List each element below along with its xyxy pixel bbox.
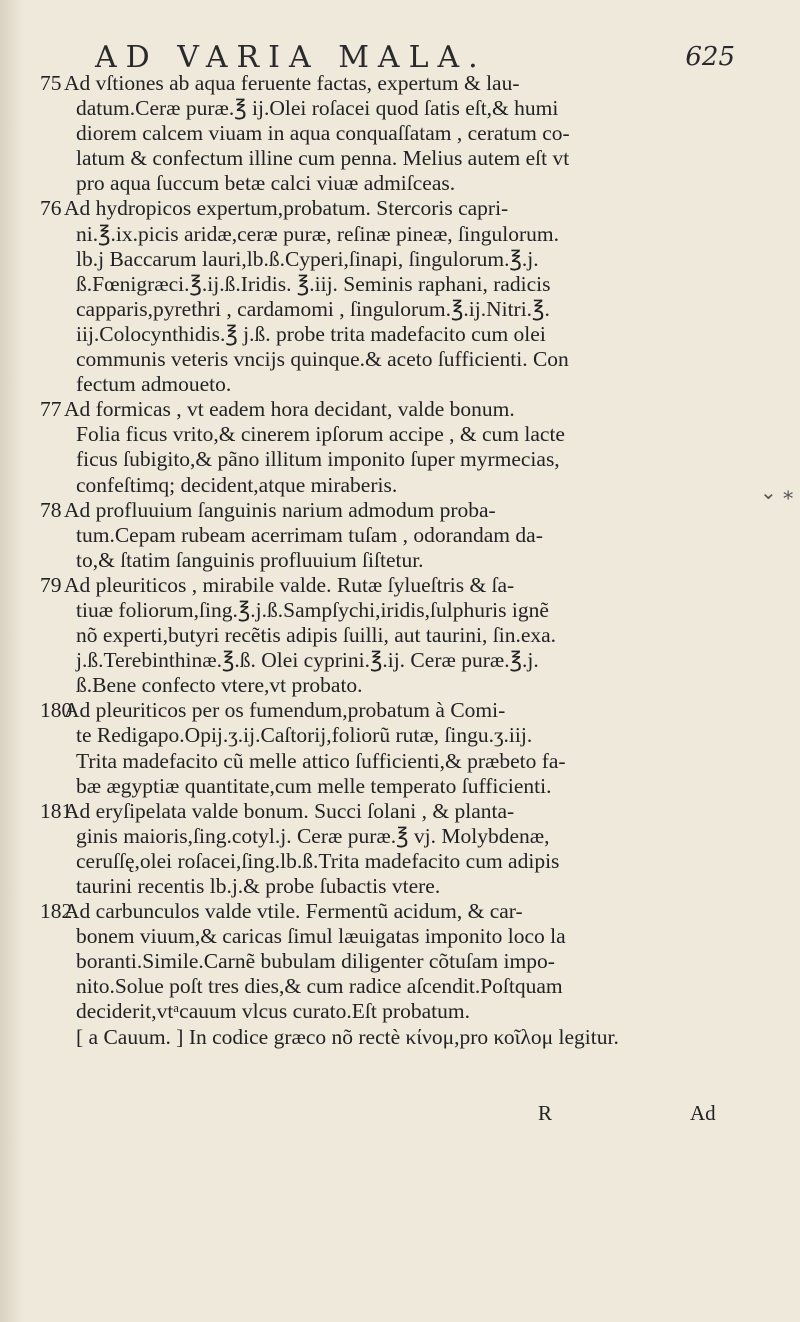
line-text: pro aqua ſuccum betæ calci viuæ admiſceas.	[76, 171, 456, 196]
margin-pen-mark: ⌄ ⁎	[760, 480, 794, 504]
line-text: ficus ſubigito,& pãno illitum imponito ſuper myrmecias,	[76, 447, 560, 472]
entry-number: 77	[40, 397, 62, 422]
text-line	[60, 372, 735, 397]
entry-number: 180	[40, 698, 73, 723]
line-text: datum.Ceræ puræ.℥ ij.Olei roſacei quod ſatis eſt,& humi	[76, 96, 559, 121]
line-text: Ad pleuriticos per os fumendum,probatum à Comi-	[64, 698, 506, 723]
text-lines	[40, 71, 735, 1050]
margin-annotation	[760, 480, 793, 504]
line-text: latum & confectum illine cum penna. Melius autem eſt vt	[76, 146, 570, 171]
line-text: nito.Solue poſt tres dies,& cum radice aſcendit.Poſtquam	[76, 974, 563, 999]
entry-number: 75	[40, 71, 62, 95]
line-text: ni.℥.ix.picis aridæ,ceræ puræ, reſinæ pineæ, ſingulorum.	[76, 221, 559, 246]
text-line	[60, 96, 735, 121]
text-line	[60, 447, 735, 472]
line-text: tum.Cepam rubeam acerrimam tuſam , odorandam da-	[76, 522, 543, 547]
line-text: ß.Bene confecto vtere,vt probato.	[76, 673, 363, 698]
text-line	[40, 196, 735, 221]
text-line	[60, 949, 735, 974]
line-text: fectum admoueto.	[76, 372, 232, 397]
text-line	[60, 523, 735, 548]
text-line	[60, 723, 735, 748]
text-line	[60, 146, 735, 171]
gutter-shadow	[0, 0, 24, 1322]
text-line	[60, 121, 735, 146]
catchword: Ad	[690, 1101, 716, 1125]
line-text: capparis,pyrethri , cardamomi , ſingulorum.℥.ij.Nitri.℥.	[76, 296, 550, 321]
line-text: communis veteris vncijs quinque.& aceto ſufficienti. Con	[76, 347, 569, 372]
text-line	[40, 572, 735, 598]
line-text: taurini recentis lb.j.& probe ſubactis vtere.	[76, 874, 441, 898]
line-text: Ad profluuium ſanguinis narium admodum proba-	[64, 497, 496, 522]
line-text: Ad vſtiones ab aqua feruente factas, expertum & lau-	[64, 71, 520, 95]
line-text: Ad formicas , vt eadem hora decidant, valde bonum.	[64, 397, 515, 422]
text-line	[60, 598, 735, 623]
line-text: bonem viuum,& caricas ſimul læuigatas imponito loco la	[76, 924, 566, 949]
text-line	[40, 397, 735, 422]
line-text: diorem calcem viuam in aqua conquaſſatam , ceratum co-	[76, 121, 570, 146]
entry-number: 182	[40, 899, 73, 924]
page-number: 625	[685, 42, 735, 72]
text-line	[60, 623, 735, 648]
text-line	[60, 548, 735, 573]
text-line	[60, 222, 735, 247]
text-line	[60, 974, 735, 999]
text-line	[40, 71, 735, 96]
text-line	[60, 924, 735, 949]
text-line	[60, 648, 735, 673]
text-line	[60, 999, 735, 1024]
text-line	[60, 824, 735, 849]
text-line	[60, 297, 735, 322]
line-text: j.ß.Terebinthinæ.℥.ß. Olei cyprini.℥.ij. Ceræ puræ.℥.j.	[76, 648, 539, 673]
entry-number: 76	[40, 196, 62, 221]
line-text: confeſtimq; decident,atque miraberis.	[76, 472, 398, 497]
running-head: AD VARIA MALA.	[95, 40, 487, 75]
line-text: ginis maioris,ſing.cotyl.j. Ceræ puræ.℥ vj. Molybdenæ,	[76, 823, 550, 848]
line-text: tiuæ foliorum,ſing.℥.j.ß.Sampſychi,iridis,ſulphuris ignẽ	[76, 597, 549, 622]
line-text: deciderit,vtᵃcauum vlcus curato.Eſt probatum.	[76, 999, 470, 1024]
line-text: lb.j Baccarum lauri,lb.ß.Cyperi,ſinapi, ſingulorum.℥.j.	[76, 246, 539, 271]
line-text: bæ ægyptiæ quantitate,cum melle temperato ſufficienti.	[76, 773, 552, 798]
text-line	[60, 473, 735, 498]
line-text: iij.Colocynthidis.℥ j.ß. probe trita madefacito cum olei	[76, 321, 546, 346]
line-text: ceruſſę,olei roſacei,ſing.lb.ß.Trita madefacito cum adipis	[76, 848, 560, 873]
line-text: te Redigapo.Opij.ʒ.ij.Caſtorij,foliorũ rutæ, ſingu.ʒ.iij.	[76, 723, 533, 748]
entry-number: 79	[40, 572, 62, 597]
entry-number: 78	[40, 497, 62, 522]
text-line	[40, 497, 735, 523]
text-line	[60, 422, 735, 447]
line-text: Ad carbunculos valde vtile. Fermentũ acidum, & car-	[64, 899, 523, 924]
signature-mark: R	[538, 1101, 553, 1125]
text-line	[60, 347, 735, 372]
line-text: [ a Cauum. ] In codice græco nõ rectè κίνομ,pro κοῖλομ legitur.	[76, 1024, 619, 1049]
text-line	[60, 874, 735, 899]
line-text: nõ experti,butyri recẽtis adipis ſuilli, aut taurini, ſin.exa.	[76, 623, 557, 648]
text-line	[40, 899, 735, 924]
text-line	[40, 798, 735, 824]
line-text: boranti.Simile.Carnẽ bubulam diligenter cõtuſam impo-	[76, 949, 555, 974]
line-text: Trita madefacito cũ melle attico ſufficienti,& præbeto fa-	[76, 748, 566, 773]
text-line	[60, 774, 735, 799]
text-line	[60, 673, 735, 698]
text-line	[60, 322, 735, 347]
line-text: Ad pleuriticos , mirabile valde. Rutæ ſylueſtris & ſa-	[64, 572, 515, 597]
text-line	[60, 272, 735, 297]
text-line	[60, 749, 735, 774]
line-text: Ad hydropicos expertum,probatum. Stercoris capri-	[64, 196, 509, 221]
text-line	[60, 849, 735, 874]
text-line	[60, 171, 735, 196]
line-text: to,& ſtatim ſanguinis profluuium ſiſtetur.	[76, 547, 424, 572]
text-line	[40, 698, 735, 723]
line-text: Ad eryſipelata valde bonum. Succi ſolani , & planta-	[64, 798, 515, 823]
text-line	[60, 247, 735, 272]
text-line	[60, 1025, 735, 1050]
line-text: ß.Fœnigræci.℥.ij.ß.Iridis. ℥.iij. Seminis raphani, radicis	[76, 271, 551, 296]
entry-number: 181	[40, 798, 73, 823]
body-text	[40, 71, 735, 1125]
line-text: Folia ficus vrito,& cinerem ipſorum accipe , & cum lacte	[76, 422, 565, 447]
